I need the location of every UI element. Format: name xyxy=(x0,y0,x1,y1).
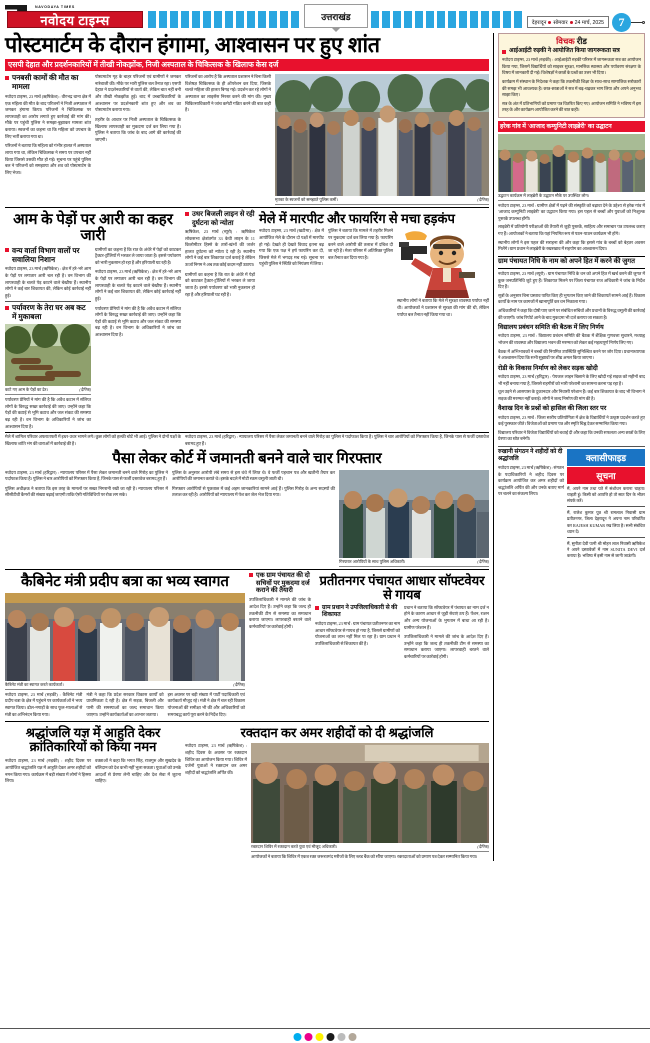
classified-header[interactable]: क्लासीफाइड xyxy=(567,449,645,466)
story-bail-teaser xyxy=(185,434,489,447)
cmyk-dot-magenta xyxy=(305,1033,313,1041)
story-panchayat-sidebar xyxy=(249,572,311,631)
separator-dot-icon xyxy=(548,21,551,24)
rail-item7-body: नवोदय टाइम्स, 23 मार्च (ऋषिकेश) : संगठन के पदाधिकारियों ने शहीद दिवस पर कार्यक्रम आयोजित कर अमर शहीदों को श्रद्धांजलि अर्पित की और उनके बताए मार्ग पर चलने का संकल्प लिया। xyxy=(498,464,564,497)
rail-item3-body-3: अधिकारियों ने कहा कि दोषी पाए जाने पर संबंधित सचिवों और प्रधानों के विरुद्ध वसूली की कार्रवाई की जाएगी। जांच रिपोर्ट आने के बाद मुकदमा भी दर्ज कराया जा सकता है। xyxy=(498,307,645,320)
rail-item4-body-2: बैठक में अभिभावकों ने बच्चों की नियमित उपस्थिति सुनिश्चित करने पर जोर दिया। प्रधानाध्यापक ने आश्वासन दिया कि सभी सुझावों पर शीघ्र अमल किया जाएगा। xyxy=(498,348,645,361)
footer-rule xyxy=(0,1028,650,1029)
classified-item-2: मैं, सुनीता देवी पत्नी श्री मोहन लाल निवासी ऋषिकेश ने अपने दस्तावेजों में नाम SUNITA DEVI दर्ज कराया है। भविष्य में इसी नाम से जानी जाऊंगी। xyxy=(567,540,645,558)
story-panchayat xyxy=(315,572,489,661)
separator-dot-icon xyxy=(570,21,573,24)
story-shraddhanjali-col-a xyxy=(5,758,91,784)
lead-column-2 xyxy=(95,74,181,143)
story-mela-body-4: मेले में शामिल परिवार अफरातफरी में इधर-उधर भागने लगे। कुछ लोगों को हल्की चोटें भी आईं। पुलिस ने दोनों पक्षों के खिलाफ शांति भंग की धाराओं में कार्रवाई की है। xyxy=(5,434,181,446)
lead-column-3 xyxy=(185,74,271,114)
story-bail-photo-block xyxy=(339,470,489,567)
story-powerline xyxy=(185,210,255,298)
story-minister-col-b xyxy=(86,692,163,718)
story-shraddhanjali-body-b: वक्ताओं ने कहा कि भगत सिंह, राजगुरु और सुखदेव के बलिदान को देश कभी नहीं भुला सकता। युवाओं को उनके आदर्शों से प्रेरणा लेनी चाहिए और देश सेवा में जुटना चाहिए। xyxy=(95,758,181,784)
classified-notice-header[interactable]: सूचना xyxy=(567,467,645,484)
story-mela-body-2: पुलिस ने बताया कि मामले में तहरीर मिलने पर मुकदमा दर्ज कर लिया गया है। फायरिंग करने वाले आरोपी की तलाश में दबिश दी जा रही है। मेला परिसर में अतिरिक्त पुलिस बल तैनात कर दिया गया है। xyxy=(328,228,393,260)
story-minister-photo xyxy=(5,593,245,681)
story-mela-headline: मेले में मारपीट और फायरिंग से मचा हड़कंप xyxy=(259,211,455,227)
rail-item1-body-3: सत्र के अंत में प्रतिभागियों को प्रमाण पत्र वितरित किए गए। आयोजन समिति ने भविष्य में इस तरह के और कार्यक्रम आयोजित करने की बात कही। xyxy=(502,100,641,113)
story-panchayat-col-a xyxy=(315,605,400,661)
story-minister-headline: कैबिनेट मंत्री प्रदीप बत्रा का भव्य स्वागत xyxy=(21,573,229,590)
lead-body-3: परिजनों का आरोप है कि अस्पताल प्रशासन ने बिना किसी विशेषज्ञ चिकित्सक के ही ऑपरेशन कर दिया, जिसके चलते महिला की हालत बिगड़ गई। प्रदर्शन कर रहे लोगों ने अस्पताल का लाइसेंस निरस्त करने की मांग की। मुख्य चिकित्साधिकारी ने जांच कमेटी गठित करने की बात कही है। xyxy=(185,74,271,113)
page-number-dot-icon xyxy=(642,21,645,24)
rail-item7-headline: रुखानी संगठन ने शहीदों को दी श्रद्धांजलि xyxy=(498,449,563,463)
story-mango xyxy=(5,210,181,430)
cmyk-dot-warm-gray xyxy=(349,1033,357,1041)
edition-tab[interactable] xyxy=(304,4,367,28)
story-mango-body: नवोदय टाइम्स, 23 मार्च (ऋषिकेश) : क्षेत्र में हरे-भरे आम के पेड़ों पर लगातार आरी चल रही है। वन विभाग की लापरवाही के चलते पेड़ काटने वाले बेखौफ हैं। स्थानीय लोगों ने कई बार शिकायत की, लेकिन कोई कार्रवाई नहीं हुई। xyxy=(5,266,91,298)
story-bail-col-b xyxy=(172,470,335,499)
dateline xyxy=(527,16,609,28)
story-blood-body-a: नवोदय टाइम्स, 23 मार्च (ऋषिकेश) : शहीद दिवस के अवसर पर रक्तदान शिविर का आयोजन किया गया। शिविर में दर्जनों युवाओं ने रक्तदान कर अमर शहीदों को श्रद्धांजलि अर्पित की। xyxy=(185,743,247,775)
lead-body-1: नवोदय टाइम्स, 23 मार्च (ऋषिकेश) : वीरभद्र थाना क्षेत्र में एक महिला की मौत के बाद परिजनों ने निजी अस्पताल में जमकर हंगामा किया। परिजनों ने चिकित्सक पर लापरवाही का आरोप लगाते हुए कार्रवाई की मांग की। मौके पर पहुंची पुलिस ने समझा-बुझाकर मामला शांत कराया। स्वजनों का कहना था कि महिला को उपचार के लिए भर्ती कराया गया था। xyxy=(5,94,91,139)
story-powerline-headline: उधर बिजली लाइन से रही दुर्घटना को न्योता xyxy=(185,210,255,227)
lead-body-2b: तहरीर के आधार पर निजी अस्पताल के चिकित्सक के खिलाफ लापरवाही का मुकदमा दर्ज कर लिया गया है। पुलिस ने बताया कि जांच के बाद आगे की कार्रवाई की जाएगी। xyxy=(95,116,181,142)
story-blood-col-a xyxy=(185,743,247,776)
masthead xyxy=(5,4,645,30)
story-minister xyxy=(5,572,245,719)
story-mango-photo-illustration xyxy=(5,324,91,386)
logo-box xyxy=(7,11,143,28)
story-panchayat-body-c: उपजिलाधिकारी ने मामले की जांच के आदेश दिए हैं। उन्होंने कहा कि जल्द ही तकनीकी टीम से समस्या का समाधान कराया जाएगा। लापरवाही बरतने वाले कर्मचारियों पर कार्रवाई होगी। xyxy=(404,634,489,659)
story-blood-photo xyxy=(251,743,489,843)
main-content-block xyxy=(5,33,489,861)
rail-item5-body: नवोदय टाइम्स, 23 मार्च (हरिद्वार) : पेयजल लाइन बिछाने के लिए खोदी गई सड़क को महीनों बाद भी नहीं बनाया गया है, जिससे राहगीरों को भारी परेशानी का सामना करना पड़ रहा है। xyxy=(498,374,645,386)
quick-read-title-rest: रीड xyxy=(576,37,587,46)
story-bail-photo xyxy=(339,470,489,558)
story-mela-art-block xyxy=(397,228,489,318)
story-bail-body-a: नवोदय टाइम्स, 23 मार्च (हरिद्वार) : न्यायालय परिसर में पैसा लेकर जमानती बनने वाले गिरोह का पुलिस ने पर्दाफाश किया है। पुलिस ने चार आरोपियों को गिरफ्तार किया है, जिनके पास से फर्जी दस्तावेज बरामद हुए हैं। xyxy=(5,469,168,482)
lead-photo-block xyxy=(275,74,489,205)
lead-bullet-heading: पनबसी कामों की मौत का मामला xyxy=(5,74,91,92)
newspaper-logo[interactable] xyxy=(5,5,145,29)
story-mango-photo xyxy=(5,324,91,386)
story-mela-body: नवोदय टाइम्स, 23 मार्च (खटीमा) : क्षेत्र में आयोजित मेले के दौरान दो पक्षों में मारपीट हो गई। देखते ही देखते विवाद इतना बढ़ गया कि एक पक्ष ने हर्ष फायरिंग कर दी, जिससे मेले में भगदड़ मच गई। सूचना पर पहुंची पुलिस ने स्थिति को नियंत्रण में लिया। xyxy=(259,228,324,267)
story-bail-body-a2: पुलिस अधीक्षक ने बताया कि इस तरह के मामलों पर सख्त निगरानी रखी जा रही है। न्यायालय परिसर में सीसीटीवी कैमरों की संख्या बढ़ाई जाएगी ताकि ऐसी गतिविधियों पर रोक लग सके। xyxy=(5,485,168,498)
rail-item3-headline: ग्राम पंचायत निधि के नाम को अपने हित में करने की जुगत xyxy=(498,256,645,269)
story-blood xyxy=(185,724,489,861)
story-mango-subhead: पर्यावरण के तेरा घर अब कट में मुकाबला xyxy=(5,304,91,322)
page-number: 7 xyxy=(612,13,631,32)
story-powerline-body-2: ग्रामीणों का कहना है कि रात के अंधेरे में पेड़ों को काटकर ट्रैक्टर-ट्रॉलियों में भरकर ले जाया जाता है। इससे पर्यावरण को भारी नुकसान हो रहा है और हरियाली घट रही है। xyxy=(185,271,255,297)
page-number-badge xyxy=(612,13,645,32)
rail-item6-headline: वैशाख दिन के प्रश्नों को हासिल की जिला स्तर पर xyxy=(498,405,607,413)
story-blood-body-b: आयोजकों ने बताया कि शिविर में एकत्र रक्त जरूरतमंद मरीजों के लिए ब्लड बैंक को सौंपा जाएगा। रक्तदाताओं को प्रमाण पत्र देकर सम्मानित किया गया। xyxy=(251,854,478,860)
lead-headline: पोस्टमार्टम के दौरान हंगामा, आश्वासन पर हुए शांत xyxy=(5,33,380,57)
story-bail-body-b2: गिरफ्तार आरोपियों से पूछताछ में कई अहम जानकारियां सामने आई हैं। पुलिस गिरोह के अन्य सदस्यों की तलाश कर रही है। आरोपियों को न्यायालय में पेश कर जेल भेज दिया गया। xyxy=(172,485,335,498)
rail-item2-body: नवोदय टाइम्स, 23 मार्च : ग्रामीण क्षेत्रों में पढ़ने की संस्कृति को बढ़ावा देने के उद्देश्य से हरेक गांव में 'आजाद कम्युनिटी लाइब्रेरी' का उद्घाटन किया गया। इस पहल से बच्चों और युवाओं को निःशुल्क पुस्तकें उपलब्ध होंगी। xyxy=(498,202,645,221)
story-mela-body-3: स्थानीय लोगों ने बताया कि मेले में सुरक्षा व्यवस्था पर्याप्त नहीं थी। आयोजकों ने प्रशासन से सुरक्षा की मांग की थी, लेकिन पर्याप्त बल तैनात नहीं किया गया था। xyxy=(397,298,489,317)
story-mango-col-2 xyxy=(95,247,181,431)
story-bail-body-b: पुलिस के अनुसार आरोपी लंबे समय से इस धंधे में लिप्त थे। वे फर्जी पहचान पत्र और खतौनी तैयार कर आरोपियों की जमानत कराते थे। इसके बदले में मोटी रकम वसूली जाती थी। xyxy=(172,469,335,482)
dateline-day: सोमवार xyxy=(553,20,568,26)
rail-item4-headline: विद्यालय प्रबंधन समिति की बैठक में लिए निर्णय xyxy=(498,324,604,332)
classified-item-1: मैं, राजेश कुमार पुत्र श्री रामलाल निवासी ग्राम प्रतीतनगर, जिला देहरादून ने अपना नाम परिवर्तित कर RAJESH KUMAR रख लिया है। सभी संबंधित ध्यान दें। xyxy=(567,510,645,534)
story-minister-body-b: मंत्री ने कहा कि प्रदेश सरकार विकास कार्यों को प्राथमिकता दे रही है। क्षेत्र में सड़क, बिजली और पानी की समस्याओं का जल्द समाधान किया जाएगा। उन्होंने कार्यकर्ताओं का आभार जताया। xyxy=(86,691,164,717)
story-blood-photo-caption: रक्तदान शिविर में रक्तदान करते युवा एवं मौजूद अधिकारी। (दैनिक) xyxy=(251,843,489,852)
story-mango-bullet: वन्य वार्ता विभाग वालों पर सवालिया निशान xyxy=(5,247,91,265)
rail-item2-photo-illustration xyxy=(498,134,645,192)
story-minister-body-c: इस अवसर पर बड़ी संख्या में पार्टी पदाधिकारी एवं कार्यकर्ता मौजूद रहे। मंत्री ने क्षेत्र में चल रही विकास योजनाओं की समीक्षा भी की और अधिकारियों को समयबद्ध कार्य पूरा करने के निर्देश दिए। xyxy=(167,691,245,717)
rail-item4-body: नवोदय टाइम्स, 23 मार्च : विद्यालय प्रबंधन समिति की बैठक में शैक्षिक गुणवत्ता सुधारने, मध्याह्न भोजन की व्यवस्था और विद्यालय भवन की मरम्मत को लेकर कई महत्वपूर्ण निर्णय लिए गए। xyxy=(498,333,645,345)
story-minister-photo-illustration xyxy=(5,593,245,681)
story-panchayat-col-b xyxy=(404,605,489,661)
lead-photo-illustration xyxy=(275,74,489,196)
story-bail-photo-illustration xyxy=(339,470,489,558)
story-blood-photo-illustration xyxy=(251,743,489,843)
story-panchayat-headline: प्रतीतनगर पंचायत आधार सॉफ्टवेयर से गायब xyxy=(319,572,485,602)
story-mela-col-2 xyxy=(328,228,393,318)
masthead-rule-right xyxy=(371,11,524,28)
quick-read-box xyxy=(498,33,645,118)
story-shraddhanjali-body-a: नवोदय टाइम्स, 23 मार्च (रुड़की) : शहीद दिवस पर आयोजित श्रद्धांजलि यज्ञ में आहुति देकर अमर शहीदों को नमन किया गया। कार्यक्रम में बड़ी संख्या में लोगों ने हिस्सा लिया। xyxy=(5,758,91,784)
rail-item2-photo-caption: उद्घाटन कार्यक्रम में लाइब्रेरी के उद्घाटन मौके पर उपस्थित लोग। xyxy=(498,192,645,201)
logo-supertext: NAVODAYA TIMES xyxy=(35,5,75,9)
story-mela xyxy=(259,210,489,318)
story-mango-body-4: पर्यावरण प्रेमियों ने मांग की है कि अवैध कटान में संलिप्त लोगों के विरुद्ध सख्त कार्रवाई की जाए। उन्होंने कहा कि पेड़ों की कटाई से भूमि कटाव और जल संकट की समस्या बढ़ रही है। वन विभाग के अधिकारियों ने जांच का आश्वासन दिया है। xyxy=(95,305,181,337)
story-mango-photo-caption: काटे गए आम के पेड़ों का ढेर। (दैनिक) xyxy=(5,386,91,395)
story-panchayat-subbullet: एक ग्राम पंचायत की दो सचिवों पर मुकदमा दर्ज कराने की तैयारी xyxy=(249,572,311,596)
gunman-cartoon-icon xyxy=(397,228,489,298)
rail-item5-body-2: धूल उड़ने से आसपास के दुकानदार और निवासी परेशान हैं। कई बार शिकायत के बाद भी विभाग ने सड़क की मरम्मत नहीं कराई। लोगों ने जल्द निर्माण की मांग की है। xyxy=(498,389,645,401)
lead-story xyxy=(5,33,489,205)
rail-item1-headline: आईआईटी रुड़की ने आयोजित किया जागरूकता सत्र xyxy=(502,48,641,55)
rail-item6-body: नवोदय टाइम्स, 23 मार्च : जिला स्तरीय प्रतियोगिता में क्षेत्र के विद्यार्थियों ने उत्कृष्ट प्रदर्शन करते हुए कई पुरस्कार जीते। विजेताओं को प्रमाण पत्र और स्मृति चिह्न देकर सम्मानित किया गया। xyxy=(498,414,645,427)
edition-tab-label: उत्तराखंड xyxy=(321,12,351,22)
cmyk-dot-cyan xyxy=(294,1033,302,1041)
story-mela-extra xyxy=(5,434,181,447)
cmyk-registration-marks xyxy=(294,1033,357,1041)
dateline-city: देहरादून xyxy=(531,20,547,26)
cmyk-dot-gray xyxy=(338,1033,346,1041)
dateline-date: 24 मार्च, 2025 xyxy=(574,20,605,26)
story-panchayat-body-b: प्रधान ने बताया कि सॉफ्टवेयर में पंचायत का नाम दर्ज न होने के कारण आधार से जुड़ी सेवाएं ठप हैं। पेंशन, राशन और अन्य योजनाओं के भुगतान में बाधा आ रही है। ग्रामीण परेशान हैं। xyxy=(404,604,489,630)
lead-photo-caption: मृतका के स्वजनों को समझाते पुलिस कर्मी। (दैनिक) xyxy=(275,196,489,205)
rail-item1-body: नवोदय टाइम्स, 23 मार्च (रुड़की) : आईआईटी रुड़की परिसर में जागरूकता सत्र का आयोजन किया गया, जिसमें विद्यार्थियों को साइबर सुरक्षा, मानसिक स्वास्थ्य और पर्यावरण संरक्षण के विषय में जानकारी दी गई। विशेषज्ञों ने छात्रों के प्रश्नों का उत्तर भी दिया। xyxy=(502,57,641,76)
lead-body-1b: परिजनों ने बताया कि महिला को गंभीर हालत में अस्पताल लाया गया था, लेकिन चिकित्सक ने समय पर उपचार नहीं किया जिससे उसकी मौत हो गई। सूचना पर पहुंचे पुलिस बल ने परिजनों को समझाया और शव को पोस्टमार्टम के लिए भेजा। xyxy=(5,143,91,175)
story-panchayat-sidebar-body: उपजिलाधिकारी ने मामले की जांच के आदेश दिए हैं। उन्होंने कहा कि जल्द ही तकनीकी टीम से समस्या का समाधान कराया जाएगा। लापरवाही बरतने वाले कर्मचारियों पर कार्रवाई होगी। xyxy=(249,597,311,629)
right-rail xyxy=(493,33,645,861)
quick-read-title-accent: विचक xyxy=(556,37,575,46)
lead-body-2: पोस्टमार्टम गृह के बाहर परिजनों एवं ग्रामीणों ने जमकर नारेबाजी की। मौके पर भारी पुलिस बल तैनात रहा। एसपी देहात ने प्रदर्शनकारियों से वार्ता की, लेकिन बात नहीं बनी और तीखी नोकझोंक हुई। बाद में उच्चाधिकारियों के आश्वासन पर प्रदर्शनकारी शांत हुए और शव का पोस्टमार्टम कराया गया। xyxy=(95,74,181,113)
lead-column-1 xyxy=(5,74,91,176)
lead-kicker: एसपी देहात और प्रदर्शनकारियों में तीखी नोकझोंक, निजी अस्पताल के चिकित्सक के खिलाफ केस दर्ज xyxy=(5,59,489,71)
rail-item3-body-2: सूत्रों के अनुसार बिना प्रस्ताव पारित किए ही भुगतान किए जाने की शिकायतें सामने आई हैं। विकास कार्यों के नाम पर कागजों में खानापूर्ति कर धन निकाला गया। xyxy=(498,292,645,305)
masthead-rule-left xyxy=(148,11,301,28)
story-bail-teaser-text: नवोदय टाइम्स, 23 मार्च (हरिद्वार) : न्यायालय परिसर में पैसा लेकर जमानती बनने वाले गिरोह का पुलिस ने पर्दाफाश किया है। पुलिस ने चार आरोपियों को गिरफ्तार किया है, जिनके पास से फर्जी दस्तावेज बरामद हुए हैं। xyxy=(185,434,489,446)
story-shraddhanjali-col-b xyxy=(95,758,181,784)
story-minister-col-a xyxy=(5,692,82,718)
story-bail xyxy=(5,449,489,566)
page-number-line xyxy=(631,22,642,23)
story-minister-photo-caption: कैबिनेट मंत्री का स्वागत करते कार्यकर्ता। (दैनिक) xyxy=(5,681,245,690)
story-mango-subbody: पर्यावरण प्रेमियों ने मांग की है कि अवैध कटान में संलिप्त लोगों के विरुद्ध सख्त कार्रवाई की जाए। उन्होंने कहा कि पेड़ों की कटाई से भूमि कटाव और जल संकट की समस्या बढ़ रही है। वन विभाग के अधिकारियों ने जांच का आश्वासन दिया है। xyxy=(5,397,91,429)
story-mango-col-1 xyxy=(5,247,91,431)
rail-item6-body-2: विद्यालय परिवार ने विजेता विद्यार्थियों को बधाई दी और कहा कि उनकी सफलता अन्य छात्रों के लिए प्रेरणा का स्रोत बनेगी। xyxy=(498,429,645,442)
cmyk-dot-black xyxy=(327,1033,335,1041)
story-minister-body-a: नवोदय टाइम्स, 23 मार्च (रुड़की) : कैबिनेट मंत्री प्रदीप बत्रा के क्षेत्र में पहुंचने पर कार्यकर्ताओं ने भव्य स्वागत किया। ढोल-नगाड़ों के साथ फूल-मालाओं से मंत्री का अभिनंदन किया गया। xyxy=(5,691,83,717)
rail-item2-body-2: लाइब्रेरी में प्रतियोगी परीक्षाओं की तैयारी से जुड़ी पुस्तकें, साहित्य और समाचार पत्र उपलब्ध कराए गए हैं। आयोजकों ने बताया कि यहां नियमित रूप से पठन-पाठन कार्यक्रम भी होंगे। xyxy=(498,224,645,236)
logo-text: नवोदय टाइम्स xyxy=(40,12,110,28)
rail-item2-headline: हरेक गांव में 'आजाद कम्युनिटी लाइब्रेरी' का उद्घाटन xyxy=(498,121,645,131)
story-mango-headline: आम के पेड़ों पर आरी का कहर जारी xyxy=(13,212,173,245)
story-blood-headline: रक्तदान कर अमर शहीदों को दी श्रद्धांजलि xyxy=(240,725,434,741)
cmyk-dot-yellow xyxy=(316,1033,324,1041)
story-bail-photo-caption: गिरफ्तार आरोपियों के साथ पुलिस अधिकारी। (दैनिक) xyxy=(339,558,489,567)
lead-photo xyxy=(275,74,489,196)
story-mango-body-3: नवोदय टाइम्स, 23 मार्च (ऋषिकेश) : क्षेत्र में हरे-भरे आम के पेड़ों पर लगातार आरी चल रही है। वन विभाग की लापरवाही के चलते पेड़ काटने वाले बेखौफ हैं। स्थानीय लोगों ने कई बार शिकायत की, लेकिन कोई कार्रवाई नहीं हुई। xyxy=(95,269,181,301)
rail-item5-headline: रोडी के विकास निर्माण को लेकर सड़क खोदी xyxy=(498,364,598,372)
story-minister-col-c xyxy=(168,692,245,718)
rail-item1-body-2: कार्यक्रम में संस्थान के निदेशक ने कहा कि तकनीकी शिक्षा के साथ-साथ सामाजिक सरोकारों की समझ भी आवश्यक है। छात्र-छात्राओं ने सत्र में बढ़-चढ़कर भाग लिया और अपने अनुभव साझा किए। xyxy=(502,79,641,98)
story-shraddhanjali-headline: श्रद्धांजलि यज्ञ में आहुति देकर क्रांतिकारियों को किया नमन xyxy=(25,725,161,755)
story-bail-headline: पैसा लेकर कोर्ट में जमानती बनने वाले चार गिरफ्तार xyxy=(112,451,382,468)
story-shraddhanjali xyxy=(5,724,181,785)
rail-item7 xyxy=(498,449,564,498)
story-panchayat-bullet: ग्राम प्रधान ने उपजिलाधिकारी से की शिकायत xyxy=(315,605,400,619)
story-mango-body-2: ग्रामीणों का कहना है कि रात के अंधेरे में पेड़ों को काटकर ट्रैक्टर-ट्रॉलियों में भरकर ले जाया जाता है। इससे पर्यावरण को भारी नुकसान हो रहा है और हरियाली घट रही है। xyxy=(95,246,181,265)
story-panchayat-body-a: नवोदय टाइम्स, 23 मार्च : ग्राम पंचायत प्रतीतनगर का नाम आधार सॉफ्टवेयर से गायब हो गया है, जिससे ग्रामीणों को योजनाओं का लाभ नहीं मिल पा रहा है। ग्राम प्रधान ने उपजिलाधिकारी से शिकायत की है। xyxy=(315,621,400,646)
gun-illustration xyxy=(397,228,489,298)
rail-item2-photo xyxy=(498,134,645,192)
story-bail-col-a xyxy=(5,470,168,499)
classified-intro: मैं, अपने नाम तथा पते में संशोधन कराना चाहता/चाहती हूं। किसी को आपत्ति हो तो सात दिन के भीतर संपर्क करें। xyxy=(567,486,645,504)
rail-item3-body: नवोदय टाइम्स, 23 मार्च (ब्यूरो) : ग्राम पंचायत निधि के धन को अपने हित में खर्च करने की जुगत में कुछ जनप्रतिनिधि जुटे हुए हैं। शिकायत मिलने पर जिला पंचायत राज अधिकारी ने जांच के निर्देश दिए हैं। xyxy=(498,270,645,290)
rail-item2-body-3: स्थानीय लोगों ने इस पहल की सराहना की और कहा कि इससे गांव के बच्चों को बेहतर अवसर मिलेंगे। ग्राम प्रधान ने लाइब्रेरी के रखरखाव में सहयोग का आश्वासन दिया। xyxy=(498,239,645,252)
quick-read-title xyxy=(502,36,641,47)
classified-block xyxy=(567,449,645,559)
story-powerline-body: ऋषिकेश, 23 मार्च (ब्यूरो) : ऋषिकेश लोकसभा क्षेत्रांतर्गत 33 केवी लाइन के 11 किलोमीटर हिस्से के तारों-खंभों की जर्जर हालत दुर्घटना को न्योता दे रही है। स्थानीय लोगों ने कई बार शिकायत दर्ज कराई है लेकिन ऊर्जा निगम ने अब तक कोई कदम नहीं उठाया। xyxy=(185,229,255,268)
story-blood-photo-block xyxy=(251,743,489,861)
story-mela-col-1 xyxy=(259,228,324,318)
